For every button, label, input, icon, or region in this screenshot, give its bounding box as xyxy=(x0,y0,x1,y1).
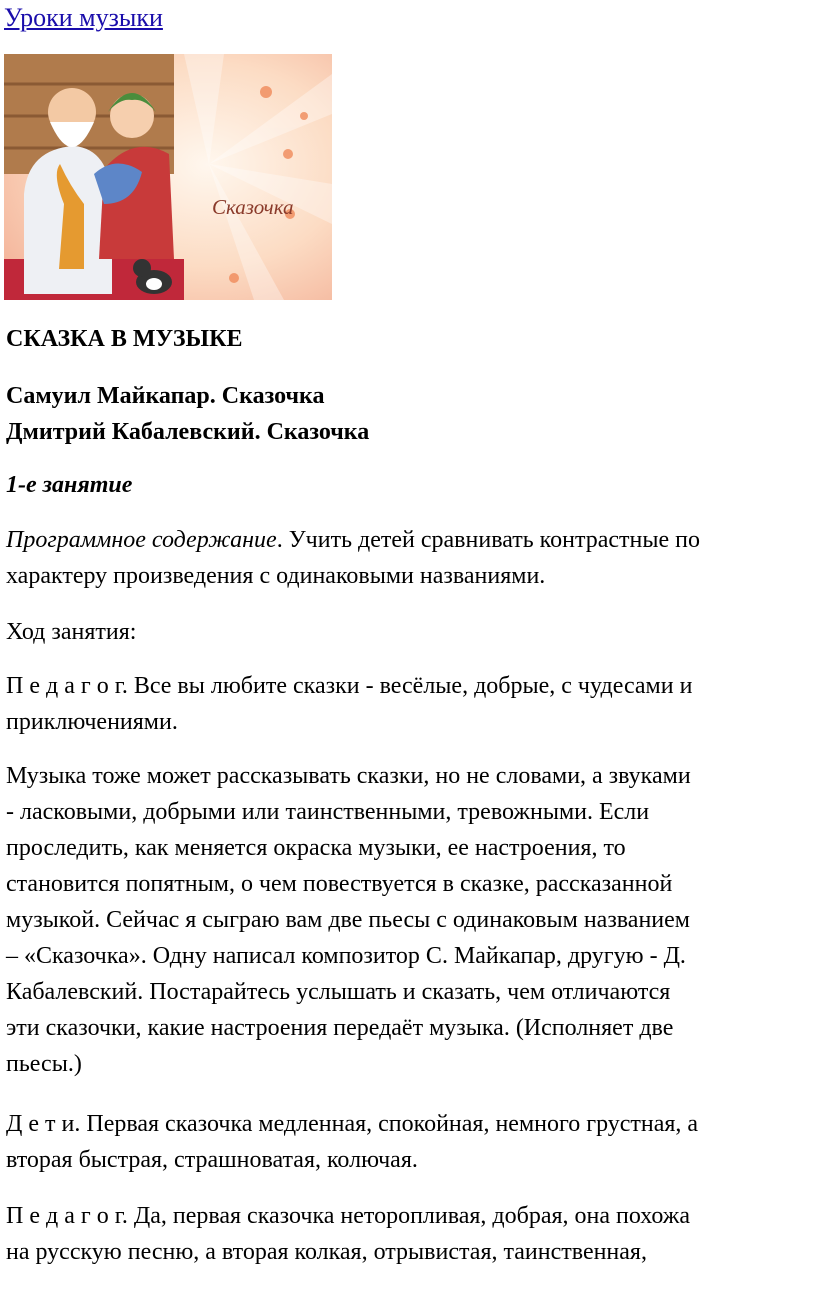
course-label: Ход занятия: xyxy=(6,619,137,645)
program-paragraph xyxy=(6,522,812,594)
fairy-tale-illustration xyxy=(4,54,332,300)
illustration-image xyxy=(4,54,332,300)
program-label: Программное содержание xyxy=(6,527,277,553)
pieces-heading xyxy=(6,378,369,450)
program-text: характеру произведения с одинаковыми названиями. xyxy=(6,563,546,589)
illustration-caption: Сказочка xyxy=(212,195,294,219)
grandmother-head xyxy=(110,94,154,138)
lesson-label: 1-е занятие xyxy=(6,472,133,498)
piece-title: Дмитрий Кабалевский. Сказочка xyxy=(6,419,370,445)
lessons-link[interactable]: Уроки музыки xyxy=(4,3,163,32)
children-paragraph: Д е т и. Первая сказочка медленная, спокойная, немного грустная, а вторая быстрая, страшноватая, колючая. xyxy=(6,1111,699,1173)
page-title: СКАЗКА В МУЗЫКЕ xyxy=(6,326,243,352)
story-paragraph: Музыка тоже может рассказывать сказки, но не словами, а звуками - ласковыми, добрыми или таинственными, тревожными. Если проследить, как меняется окраска музыки, ее настроения, то становится попятным, о чем повествуется в сказке, рассказанной музыкой. Сейчас я сыграю вам две пьесы с одинаковым названием – «Сказочка». Одну написал композитор С. Майкапар, другую - Д. Кабалевский. Постарайтесь услышать и сказать, чем отличаются эти сказочки, какие настроения передаёт музыка. (Исполняет две пьесы.) xyxy=(6,763,691,1077)
program-text: . Учить детей сравнивать контрастные по xyxy=(276,527,701,553)
teacher-paragraph: П е д а г о г. Все вы любите сказки - весёлые, добрые, с чудесами и приключениями. xyxy=(6,673,693,735)
piece-title: Самуил Майкапар. Сказочка xyxy=(6,383,325,409)
teacher-paragraph: П е д а г о г. Да, первая сказочка неторопливая, добрая, она похожа на русскую песню, а вторая колкая, отрывистая, таинственная, xyxy=(6,1203,691,1265)
